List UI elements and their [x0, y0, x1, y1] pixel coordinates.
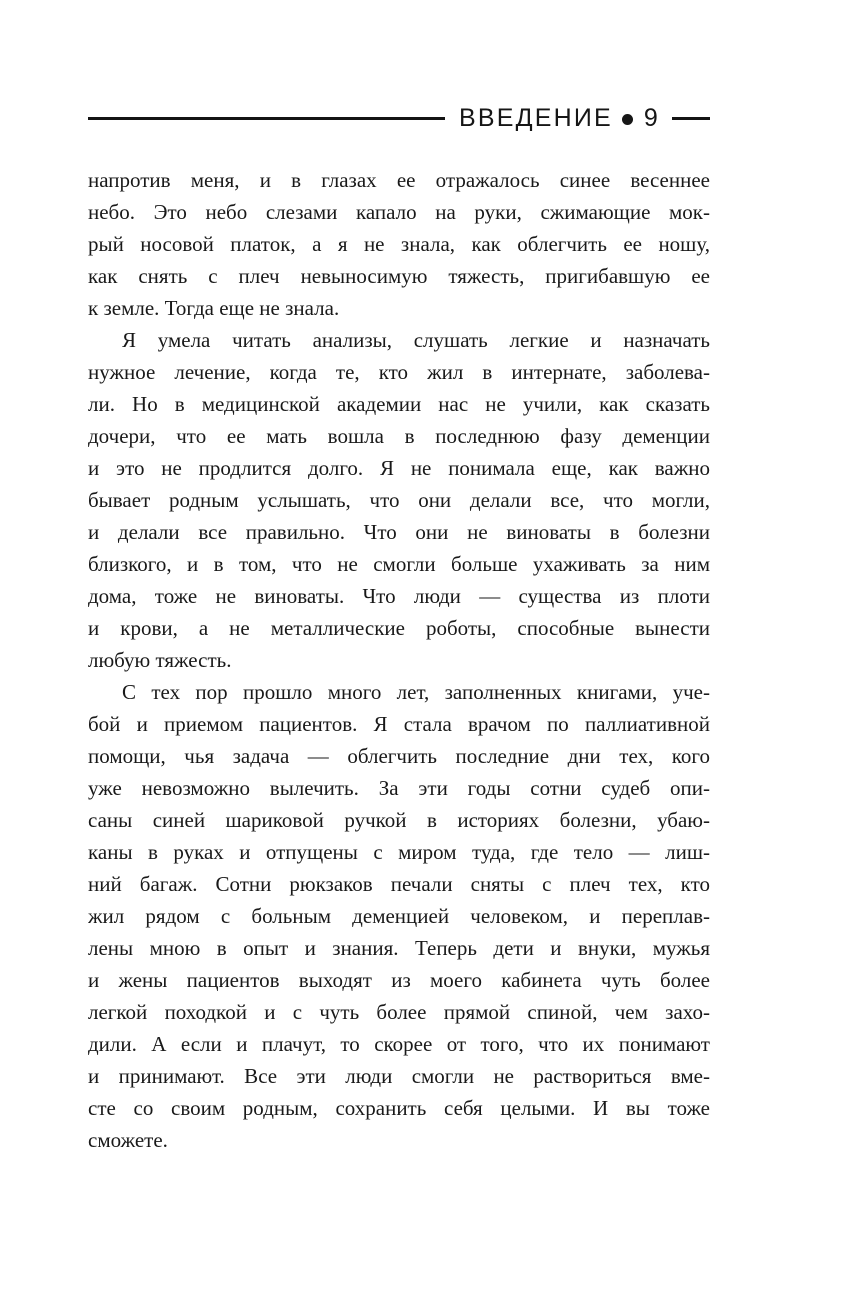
text-line: бывает родным услышать, что они делали все, что могли,	[88, 488, 710, 512]
body-text	[88, 164, 710, 1156]
text-line: близкого, и в том, что не смогли больше ухаживать за ним	[88, 552, 710, 576]
text-line: помощи, чья задача — облегчить последние дни тех, кого	[88, 744, 710, 768]
text-line: дома, тоже не виноваты. Что люди — существа из плоти	[88, 584, 710, 608]
text-line: и делали все правильно. Что они не виноваты в болезни	[88, 520, 710, 544]
text-line: небо. Это небо слезами капало на руки, сжимающие мок-	[88, 200, 710, 224]
text-line: С тех пор прошло много лет, заполненных книгами, уче-	[122, 680, 710, 704]
text-line: Я умела читать анализы, слушать легкие и назначать	[122, 328, 710, 352]
header-rule-left	[88, 117, 445, 120]
header-rule-right	[672, 117, 710, 120]
text-line: лены мною в опыт и знания. Теперь дети и внуки, мужья	[88, 936, 710, 960]
text-line: каны в руках и отпущены с миром туда, где тело — лиш-	[88, 840, 710, 864]
text-line: ли. Но в медицинской академии нас не учили, как сказать	[88, 392, 710, 416]
text-line: уже невозможно вылечить. За эти годы сотни судеб опи-	[88, 776, 710, 800]
text-line: нужное лечение, когда те, кто жил в интернате, заболева-	[88, 360, 710, 384]
text-line: бой и приемом пациентов. Я стала врачом по паллиативной	[88, 712, 710, 736]
text-line: дочери, что ее мать вошла в последнюю фазу деменции	[88, 424, 710, 448]
page-number: 9	[643, 103, 660, 132]
text-line: и крови, а не металлические роботы, способные вынести	[88, 616, 710, 640]
bullet-separator-icon	[622, 114, 633, 125]
text-line: сте со своим родным, сохранить себя целыми. И вы тоже	[88, 1096, 710, 1120]
text-line: к земле. Тогда еще не знала.	[88, 296, 340, 320]
text-line: и жены пациентов выходят из моего кабинета чуть более	[88, 968, 710, 992]
text-line: как снять с плеч невыносимую тяжесть, пригибавшую ее	[88, 264, 710, 288]
text-line: любую тяжесть.	[88, 648, 232, 672]
text-line: ний багаж. Сотни рюкзаков печали сняты с плеч тех, кто	[88, 872, 710, 896]
text-line: дили. А если и плачут, то скорее от того, что их понимают	[88, 1032, 710, 1056]
text-line: жил рядом с больным деменцией человеком, и переплав-	[88, 904, 710, 928]
section-title: ВВЕДЕНИЕ	[458, 103, 613, 132]
text-line: напротив меня, и в глазах ее отражалось синее весеннее	[88, 168, 710, 192]
text-line: сможете.	[88, 1128, 168, 1152]
running-header	[88, 103, 710, 133]
text-line: и принимают. Все эти люди смогли не раствориться вме-	[88, 1064, 710, 1088]
header-label	[459, 104, 660, 133]
text-line: и это не продлится долго. Я не понимала еще, как важно	[88, 456, 710, 480]
text-line: саны синей шариковой ручкой в историях болезни, убаю-	[88, 808, 710, 832]
text-line: легкой походкой и с чуть более прямой спиной, чем захо-	[88, 1000, 710, 1024]
text-line: рый носовой платок, а я не знала, как облегчить ее ношу,	[88, 232, 710, 256]
